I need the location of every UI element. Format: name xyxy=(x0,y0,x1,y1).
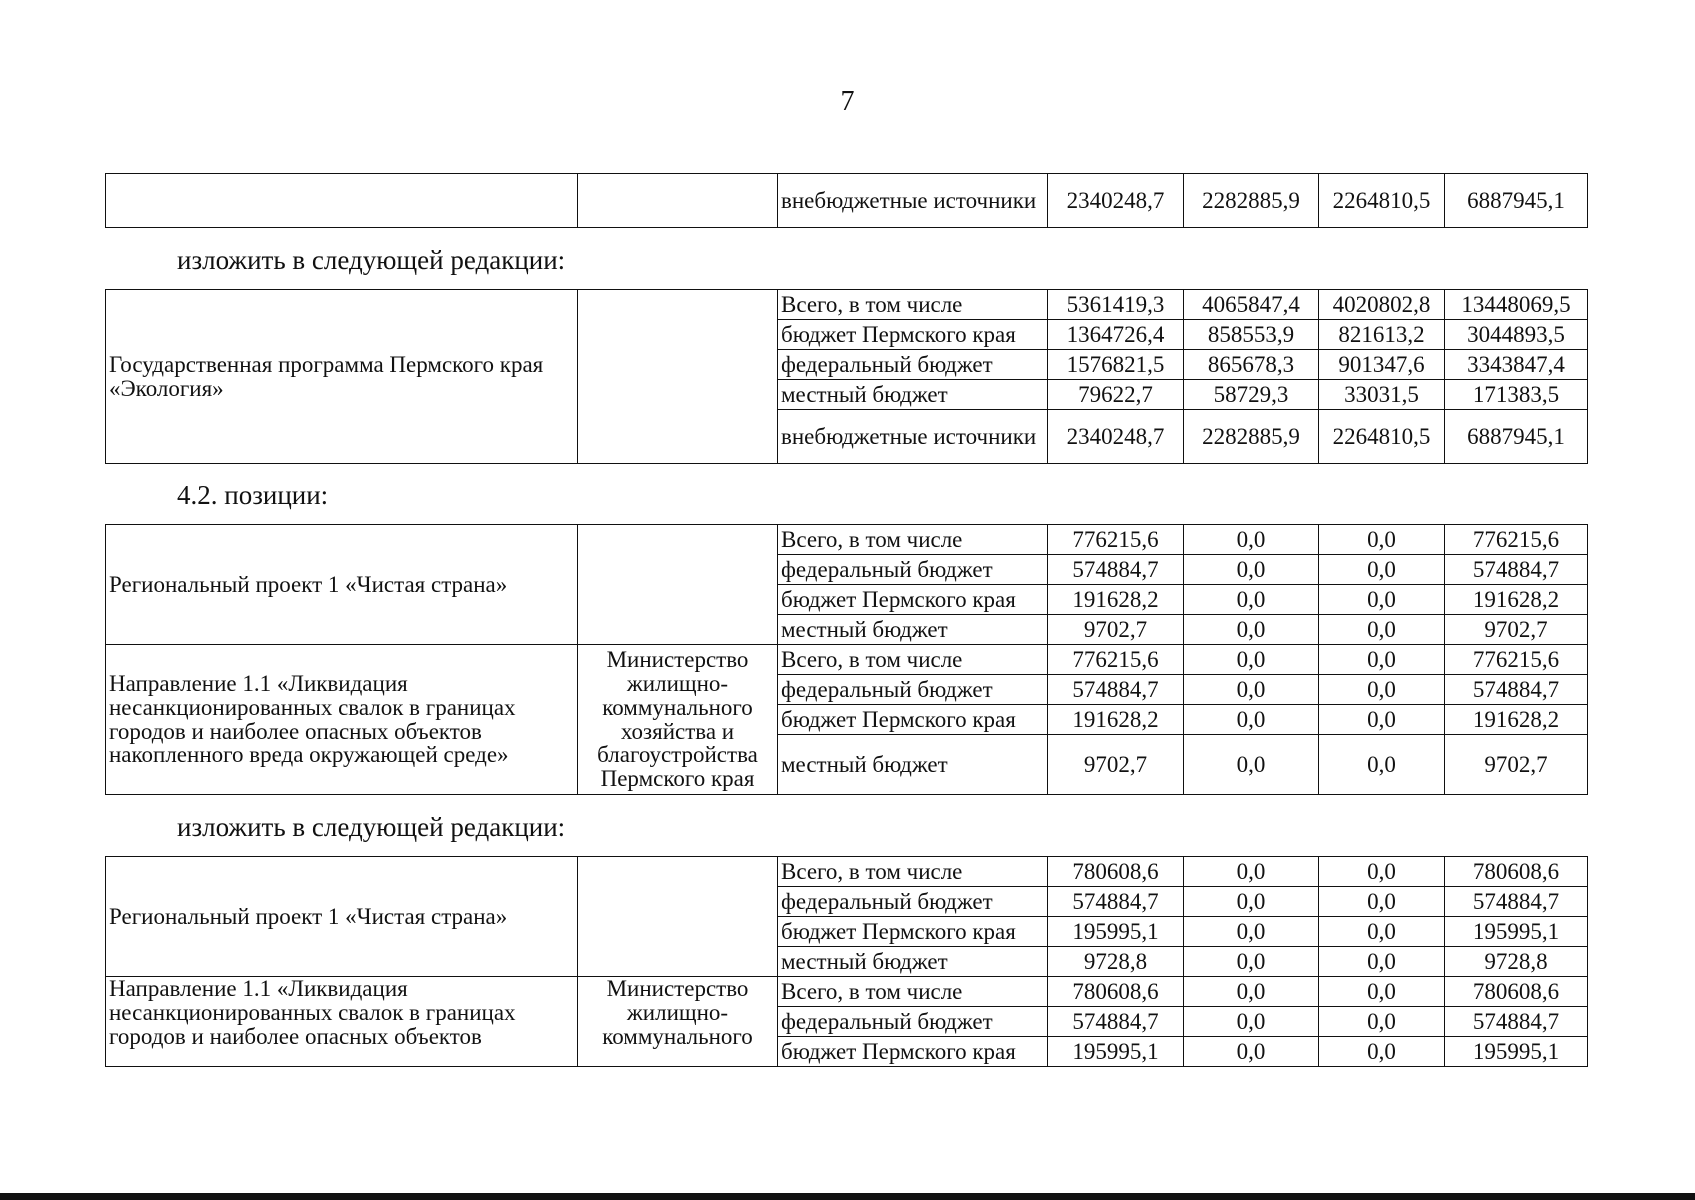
value-cell: 0,0 xyxy=(1184,555,1319,585)
value-cell: 0,0 xyxy=(1184,735,1319,795)
value-cell: 4065847,4 xyxy=(1184,290,1319,320)
value-cell: 0,0 xyxy=(1319,887,1445,917)
table-new-positions xyxy=(105,856,1588,1067)
table-previous-tail xyxy=(105,173,1588,228)
value-cell: 9728,8 xyxy=(1048,947,1184,977)
project-name-cell: Региональный проект 1 «Чистая страна» xyxy=(106,525,578,645)
value-cell: 0,0 xyxy=(1184,917,1319,947)
value-cell: 58729,3 xyxy=(1184,380,1319,410)
total-cell: 191628,2 xyxy=(1445,705,1588,735)
value-cell: 0,0 xyxy=(1184,585,1319,615)
value-cell: 191628,2 xyxy=(1048,585,1184,615)
value-cell: 0,0 xyxy=(1184,857,1319,887)
value-cell: 79622,7 xyxy=(1048,380,1184,410)
responsible-cell: Министерство жилищно-коммунального хозяйства и благоустройства Пермского края xyxy=(578,645,778,795)
source-cell: бюджет Пермского края xyxy=(778,1037,1048,1067)
value-cell: 0,0 xyxy=(1184,977,1319,1007)
responsible-cell xyxy=(578,857,778,977)
value-cell: 4020802,8 xyxy=(1319,290,1445,320)
section-heading: изложить в следующей редакции: xyxy=(177,245,566,275)
value-cell: 0,0 xyxy=(1319,675,1445,705)
value-cell: 0,0 xyxy=(1184,675,1319,705)
value-cell: 776215,6 xyxy=(1048,645,1184,675)
table-row xyxy=(106,525,1588,555)
source-cell: Всего, в том числе xyxy=(778,290,1048,320)
total-cell: 574884,7 xyxy=(1445,555,1588,585)
value-cell: 0,0 xyxy=(1184,705,1319,735)
source-cell: внебюджетные источники xyxy=(778,410,1048,464)
value-cell: 5361419,3 xyxy=(1048,290,1184,320)
value-cell: 0,0 xyxy=(1184,645,1319,675)
value-cell: 0,0 xyxy=(1184,1007,1319,1037)
program-name-cell: Государственная программа Пермского края «Экология» xyxy=(106,290,578,464)
project-name-cell: Региональный проект 1 «Чистая страна» xyxy=(106,857,578,977)
source-cell: федеральный бюджет xyxy=(778,350,1048,380)
total-cell: 191628,2 xyxy=(1445,585,1588,615)
total-cell: 171383,5 xyxy=(1445,380,1588,410)
total-cell: 780608,6 xyxy=(1445,977,1588,1007)
total-cell: 9702,7 xyxy=(1445,735,1588,795)
source-cell: Всего, в том числе xyxy=(778,977,1048,1007)
table-current-positions xyxy=(105,524,1588,795)
table-row xyxy=(106,857,1588,887)
source-cell: внебюджетные источники xyxy=(778,174,1048,228)
total-cell: 195995,1 xyxy=(1445,917,1588,947)
value-cell: 2282885,9 xyxy=(1184,410,1319,464)
value-cell: 33031,5 xyxy=(1319,380,1445,410)
value-cell: 9702,7 xyxy=(1048,615,1184,645)
total-cell: 6887945,1 xyxy=(1445,410,1588,464)
value-cell: 2340248,7 xyxy=(1048,174,1184,228)
direction-name-cell: Направление 1.1 «Ликвидация несанкционированных свалок в границах городов и наиболее опасных объектов xyxy=(106,977,578,1067)
total-cell: 776215,6 xyxy=(1445,525,1588,555)
table-row xyxy=(106,977,1588,1007)
source-cell: бюджет Пермского края xyxy=(778,585,1048,615)
total-cell: 3343847,4 xyxy=(1445,350,1588,380)
value-cell: 821613,2 xyxy=(1319,320,1445,350)
value-cell: 0,0 xyxy=(1184,1037,1319,1067)
value-cell: 574884,7 xyxy=(1048,675,1184,705)
value-cell: 901347,6 xyxy=(1319,350,1445,380)
page-number: 7 xyxy=(840,86,855,117)
source-cell: федеральный бюджет xyxy=(778,555,1048,585)
responsible-cell xyxy=(578,290,778,464)
source-cell: бюджет Пермского края xyxy=(778,705,1048,735)
value-cell: 0,0 xyxy=(1319,1037,1445,1067)
total-cell: 776215,6 xyxy=(1445,645,1588,675)
value-cell: 574884,7 xyxy=(1048,555,1184,585)
table-row xyxy=(106,645,1588,675)
total-cell: 574884,7 xyxy=(1445,1007,1588,1037)
section-heading: 4.2. позиции: xyxy=(177,480,329,510)
total-cell: 574884,7 xyxy=(1445,887,1588,917)
value-cell: 2264810,5 xyxy=(1319,174,1445,228)
section-heading: изложить в следующей редакции: xyxy=(177,812,566,842)
value-cell: 9702,7 xyxy=(1048,735,1184,795)
source-cell: Всего, в том числе xyxy=(778,645,1048,675)
responsible-cell xyxy=(578,174,778,228)
total-cell: 3044893,5 xyxy=(1445,320,1588,350)
source-cell: местный бюджет xyxy=(778,380,1048,410)
value-cell: 780608,6 xyxy=(1048,857,1184,887)
table-row xyxy=(106,290,1588,320)
total-cell: 780608,6 xyxy=(1445,857,1588,887)
value-cell: 2340248,7 xyxy=(1048,410,1184,464)
value-cell: 574884,7 xyxy=(1048,887,1184,917)
source-cell: местный бюджет xyxy=(778,735,1048,795)
value-cell: 0,0 xyxy=(1319,525,1445,555)
value-cell: 191628,2 xyxy=(1048,705,1184,735)
source-cell: Всего, в том числе xyxy=(778,857,1048,887)
value-cell: 2264810,5 xyxy=(1319,410,1445,464)
total-cell: 6887945,1 xyxy=(1445,174,1588,228)
value-cell: 0,0 xyxy=(1319,735,1445,795)
value-cell: 0,0 xyxy=(1319,555,1445,585)
value-cell: 865678,3 xyxy=(1184,350,1319,380)
source-cell: федеральный бюджет xyxy=(778,675,1048,705)
total-cell: 9702,7 xyxy=(1445,615,1588,645)
source-cell: местный бюджет xyxy=(778,615,1048,645)
scan-edge xyxy=(0,1193,1695,1200)
source-cell: Всего, в том числе xyxy=(778,525,1048,555)
responsible-cell: Министерство жилищно-коммунального xyxy=(578,977,778,1067)
value-cell: 0,0 xyxy=(1184,887,1319,917)
source-cell: федеральный бюджет xyxy=(778,1007,1048,1037)
source-cell: федеральный бюджет xyxy=(778,887,1048,917)
total-cell: 574884,7 xyxy=(1445,675,1588,705)
value-cell: 858553,9 xyxy=(1184,320,1319,350)
value-cell: 0,0 xyxy=(1319,1007,1445,1037)
value-cell: 0,0 xyxy=(1319,645,1445,675)
value-cell: 195995,1 xyxy=(1048,917,1184,947)
total-cell: 13448069,5 xyxy=(1445,290,1588,320)
value-cell: 0,0 xyxy=(1184,615,1319,645)
source-cell: бюджет Пермского края xyxy=(778,320,1048,350)
value-cell: 0,0 xyxy=(1319,615,1445,645)
value-cell: 1576821,5 xyxy=(1048,350,1184,380)
value-cell: 0,0 xyxy=(1319,585,1445,615)
value-cell: 195995,1 xyxy=(1048,1037,1184,1067)
value-cell: 780608,6 xyxy=(1048,977,1184,1007)
value-cell: 0,0 xyxy=(1319,977,1445,1007)
value-cell: 0,0 xyxy=(1184,525,1319,555)
total-cell: 195995,1 xyxy=(1445,1037,1588,1067)
value-cell: 0,0 xyxy=(1319,857,1445,887)
source-cell: местный бюджет xyxy=(778,947,1048,977)
value-cell: 574884,7 xyxy=(1048,1007,1184,1037)
value-cell: 776215,6 xyxy=(1048,525,1184,555)
value-cell: 0,0 xyxy=(1184,947,1319,977)
value-cell: 0,0 xyxy=(1319,705,1445,735)
value-cell: 0,0 xyxy=(1319,947,1445,977)
value-cell: 2282885,9 xyxy=(1184,174,1319,228)
value-cell: 1364726,4 xyxy=(1048,320,1184,350)
table-row xyxy=(106,174,1588,228)
value-cell: 0,0 xyxy=(1319,917,1445,947)
program-cell xyxy=(106,174,578,228)
direction-name-cell: Направление 1.1 «Ликвидация несанкционированных свалок в границах городов и наиболее опасных объектов накопленного вреда окружающей среде» xyxy=(106,645,578,795)
table-ecology-program xyxy=(105,289,1588,464)
responsible-cell xyxy=(578,525,778,645)
total-cell: 9728,8 xyxy=(1445,947,1588,977)
source-cell: бюджет Пермского края xyxy=(778,917,1048,947)
